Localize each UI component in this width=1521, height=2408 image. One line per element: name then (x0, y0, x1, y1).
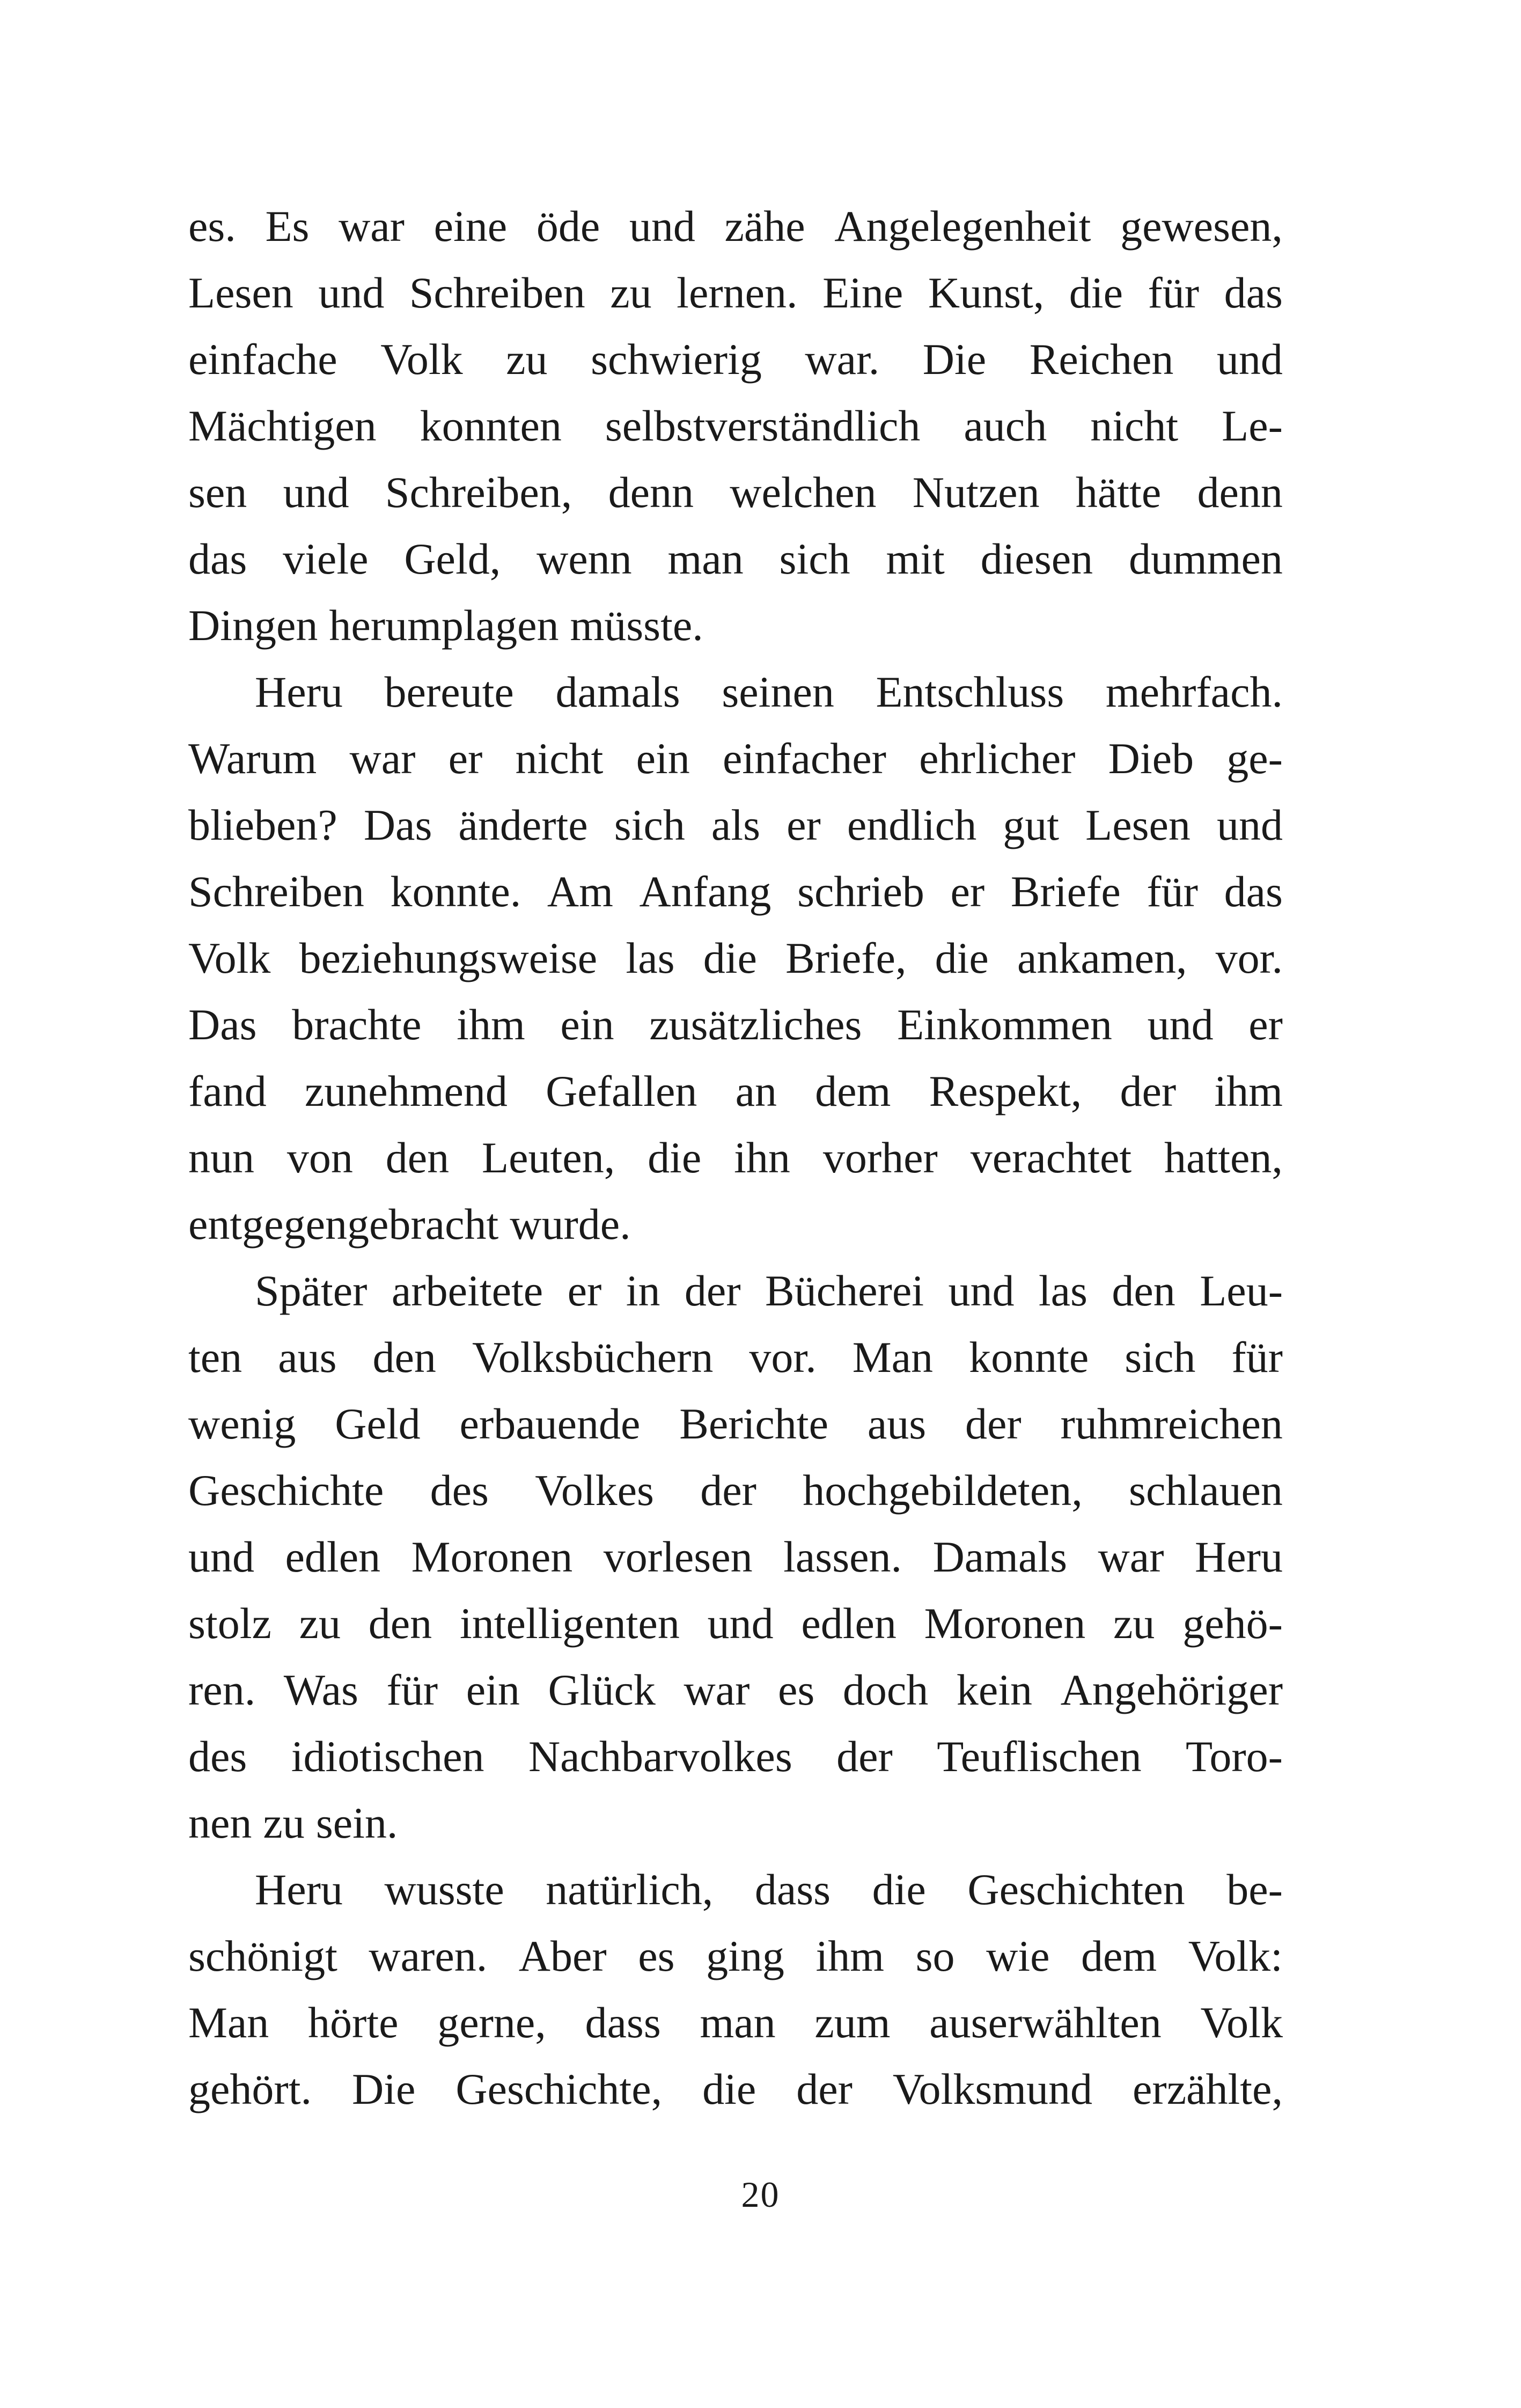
body-text (188, 193, 1283, 2123)
text-line: nen zu sein. (188, 1798, 398, 1847)
text-line: Mächtigen konnten selbstverständlich auch nicht Le- (188, 401, 1283, 450)
text-line: Geschichte des Volkes der hochgebildeten, schlauen (188, 1466, 1283, 1515)
paragraph (188, 193, 1283, 659)
text-line: Schreiben konnte. Am Anfang schrieb er Briefe für das (188, 867, 1283, 916)
text-line: ren. Was für ein Glück war es doch kein Angehöriger (188, 1665, 1283, 1714)
text-line: blieben? Das änderte sich als er endlich gut Lesen und (188, 801, 1283, 849)
text-line: das viele Geld, wenn man sich mit diesen dummen (188, 534, 1283, 583)
text-line: wenig Geld erbauende Berichte aus der ruhmreichen (188, 1399, 1283, 1448)
paragraph (188, 1856, 1283, 2123)
text-line: es. Es war eine öde und zähe Angelegenheit gewesen, (188, 202, 1283, 251)
text-line: Später arbeitete er in der Bücherei und las den Leu- (255, 1266, 1283, 1315)
paragraph (188, 659, 1283, 1258)
text-line: Lesen und Schreiben zu lernen. Eine Kunst, die für das (188, 268, 1283, 317)
text-line: entgegengebracht wurde. (188, 1200, 631, 1249)
page-number: 20 (741, 2174, 780, 2215)
text-line: Das brachte ihm ein zusätzliches Einkommen und er (188, 1000, 1283, 1049)
text-line: Dingen herumplagen müsste. (188, 601, 703, 650)
text-line: einfache Volk zu schwierig war. Die Reichen und (188, 335, 1283, 384)
text-line: fand zunehmend Gefallen an dem Respekt, der ihm (188, 1067, 1283, 1115)
text-line: stolz zu den intelligenten und edlen Moronen zu gehö- (188, 1599, 1283, 1648)
text-line: nun von den Leuten, die ihn vorher verachtet hatten, (188, 1133, 1283, 1182)
text-line: Heru wusste natürlich, dass die Geschichten be- (255, 1865, 1283, 1914)
text-line: Man hörte gerne, dass man zum auserwählten Volk (188, 1998, 1283, 2047)
text-line: und edlen Moronen vorlesen lassen. Damals war Heru (188, 1532, 1283, 1581)
paragraph (188, 1258, 1283, 1856)
text-line: sen und Schreiben, denn welchen Nutzen hätte denn (188, 468, 1283, 517)
text-line: Warum war er nicht ein einfacher ehrlicher Dieb ge- (188, 734, 1283, 783)
text-line: schönigt waren. Aber es ging ihm so wie dem Volk: (188, 1932, 1283, 1980)
text-line: Volk beziehungsweise las die Briefe, die ankamen, vor. (188, 934, 1283, 982)
text-line: des idiotischen Nachbarvolkes der Teuflischen Toro- (188, 1732, 1283, 1781)
text-line: Heru bereute damals seinen Entschluss mehrfach. (255, 667, 1283, 716)
text-line: ten aus den Volksbüchern vor. Man konnte sich für (188, 1333, 1283, 1382)
text-line: gehört. Die Geschichte, die der Volksmund erzählte, (188, 2065, 1283, 2113)
